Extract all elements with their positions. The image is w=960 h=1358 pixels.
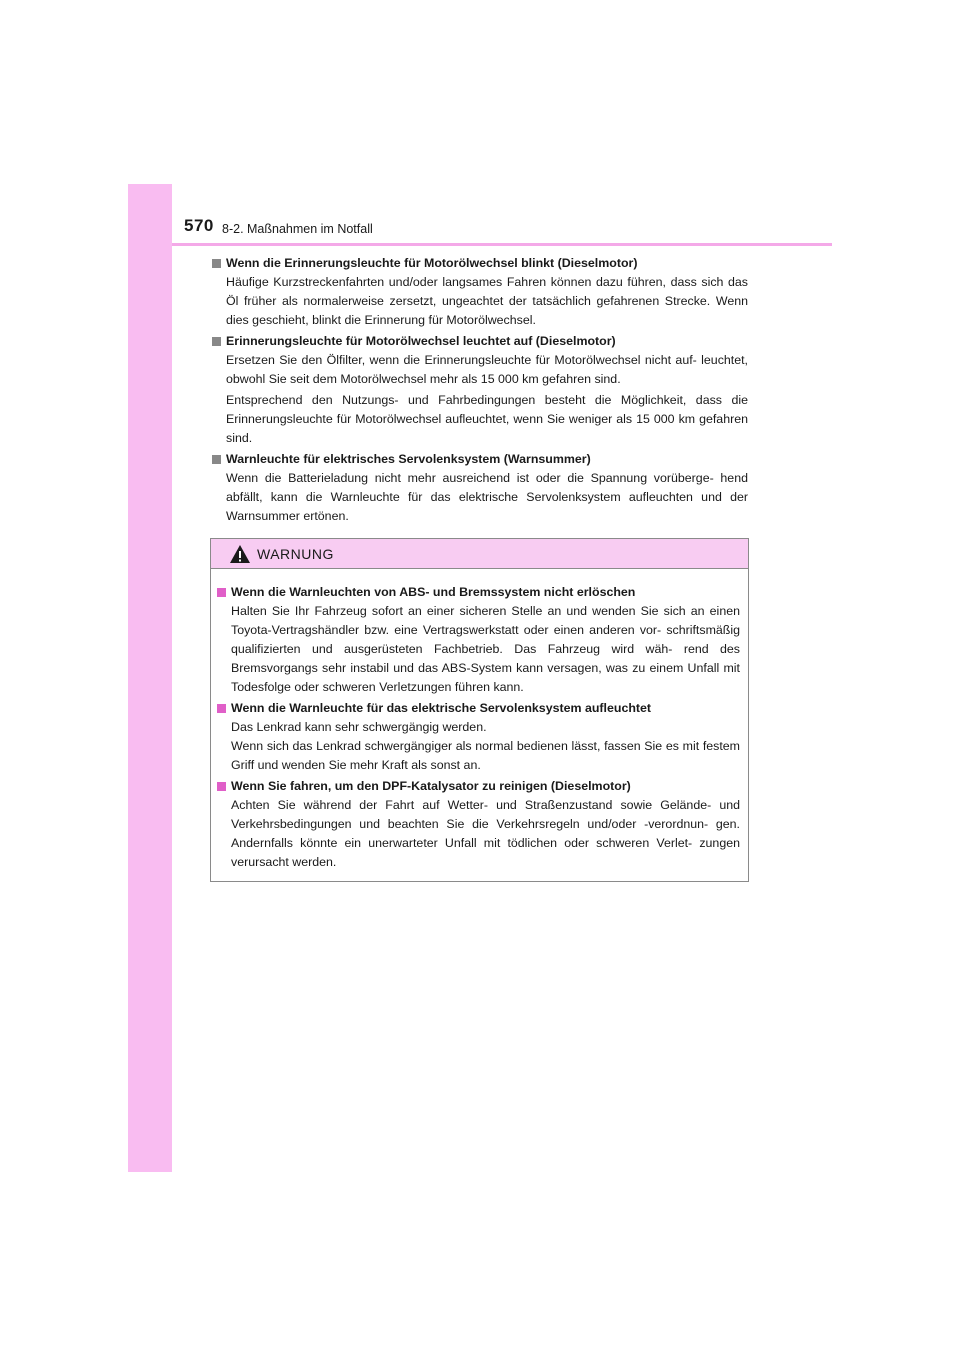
- paragraph: Wenn die Batterieladung nicht mehr ausreichend ist oder die Spannung vorüberge- hend abfällt, kann die Warnleuchte für das elektrische Servolenksystem aufleuchten und der Warnsummer ertönen.: [226, 471, 748, 523]
- square-bullet-icon: [212, 455, 221, 464]
- section-heading: [212, 254, 748, 273]
- page-number: 570: [184, 216, 214, 235]
- warning-item-heading-text: Wenn die Warnleuchte für das elektrische Servolenksystem aufleuchtet: [231, 701, 652, 715]
- warning-item-heading-text: Wenn Sie fahren, um den DPF-Katalysator zu reinigen (Dieselmotor): [231, 779, 631, 793]
- warning-triangle-icon: [229, 544, 251, 564]
- main-content: [212, 252, 748, 528]
- paragraph: Wenn sich das Lenkrad schwergängiger als normal bedienen lässt, fassen Sie es mit festem Griff und wenden Sie mehr Kraft als sonst an.: [231, 739, 740, 772]
- square-bullet-icon: [217, 588, 226, 597]
- section: [212, 450, 748, 526]
- warning-box: [210, 538, 749, 882]
- paragraph: Häufige Kurzstreckenfahrten und/oder langsames Fahren können dazu führen, dass sich das Öl früher als normalerweise zersetzt, ungeachtet der tatsächlich gefahrenen Strecke. Wenn dies geschieht, blinkt die Erinnerung für Motorölwechsel.: [226, 275, 748, 327]
- paragraph: Ersetzen Sie den Ölfilter, wenn die Erinnerungsleuchte für Motorölwechsel nicht auf- leuchtet, obwohl Sie seit dem Motorölwechsel mehr als 15 000 km gefahren sind.: [226, 353, 748, 386]
- warning-header: [211, 539, 748, 569]
- square-bullet-icon: [217, 782, 226, 791]
- section-title: 8-2. Maßnahmen im Notfall: [222, 222, 373, 236]
- section: [212, 332, 748, 448]
- section-heading-text: Warnleuchte für elektrisches Servolenksystem (Warnsummer): [226, 452, 591, 466]
- paragraph: Achten Sie während der Fahrt auf Wetter- und Straßenzustand sowie Gelände- und Verkehrsbedingungen und beachten Sie die Verkehrsregeln und/oder -verordnun- gen. Andernfalls könnte ein unerwarteter Unfall mit tödlichen oder schweren Verlet- zungen verursacht werden.: [231, 798, 740, 869]
- square-bullet-icon: [212, 259, 221, 268]
- square-bullet-icon: [217, 704, 226, 713]
- warning-title: WARNUNG: [257, 545, 334, 562]
- section-heading: [212, 332, 748, 351]
- header-rule: [172, 243, 832, 246]
- section-heading-text: Erinnerungsleuchte für Motorölwechsel leuchtet auf (Dieselmotor): [226, 334, 616, 348]
- warning-item-heading: [217, 699, 740, 718]
- square-bullet-icon: [212, 337, 221, 346]
- paragraph: Das Lenkrad kann sehr schwergängig werden.: [231, 720, 487, 734]
- section-heading: [212, 450, 748, 469]
- chapter-sidebar-tab: [128, 184, 172, 1172]
- warning-body: [211, 569, 748, 872]
- section: [212, 254, 748, 330]
- paragraph: Halten Sie Ihr Fahrzeug sofort an einer sicheren Stelle an und wenden Sie sich an einen Toyota-Vertragshändler bzw. eine Vertragswerkstatt oder einen anderen vor- schriftsmäßig qualifizierten und ausgerüsteten Fachbetrieb. Das Fahrzeug wird wäh- rend des Bremsvorgangs sehr instabil und das ABS-System kann versagen, was zu einem Unfall mit Todesfolge oder schweren Verletzungen führen kann.: [231, 604, 740, 694]
- paragraph: Entsprechend den Nutzungs- und Fahrbedingungen besteht die Möglichkeit, dass die Erinnerungsleuchte für Motorölwechsel aufleuchtet, wenn Sie weniger als 15 000 km gefahren sind.: [226, 393, 748, 445]
- warning-item-heading-text: Wenn die Warnleuchten von ABS- und Bremssystem nicht erlöschen: [231, 585, 636, 599]
- warning-item-heading: [217, 583, 740, 602]
- section-heading-text: Wenn die Erinnerungsleuchte für Motorölwechsel blinkt (Dieselmotor): [226, 256, 638, 270]
- warning-item-heading: [217, 777, 740, 796]
